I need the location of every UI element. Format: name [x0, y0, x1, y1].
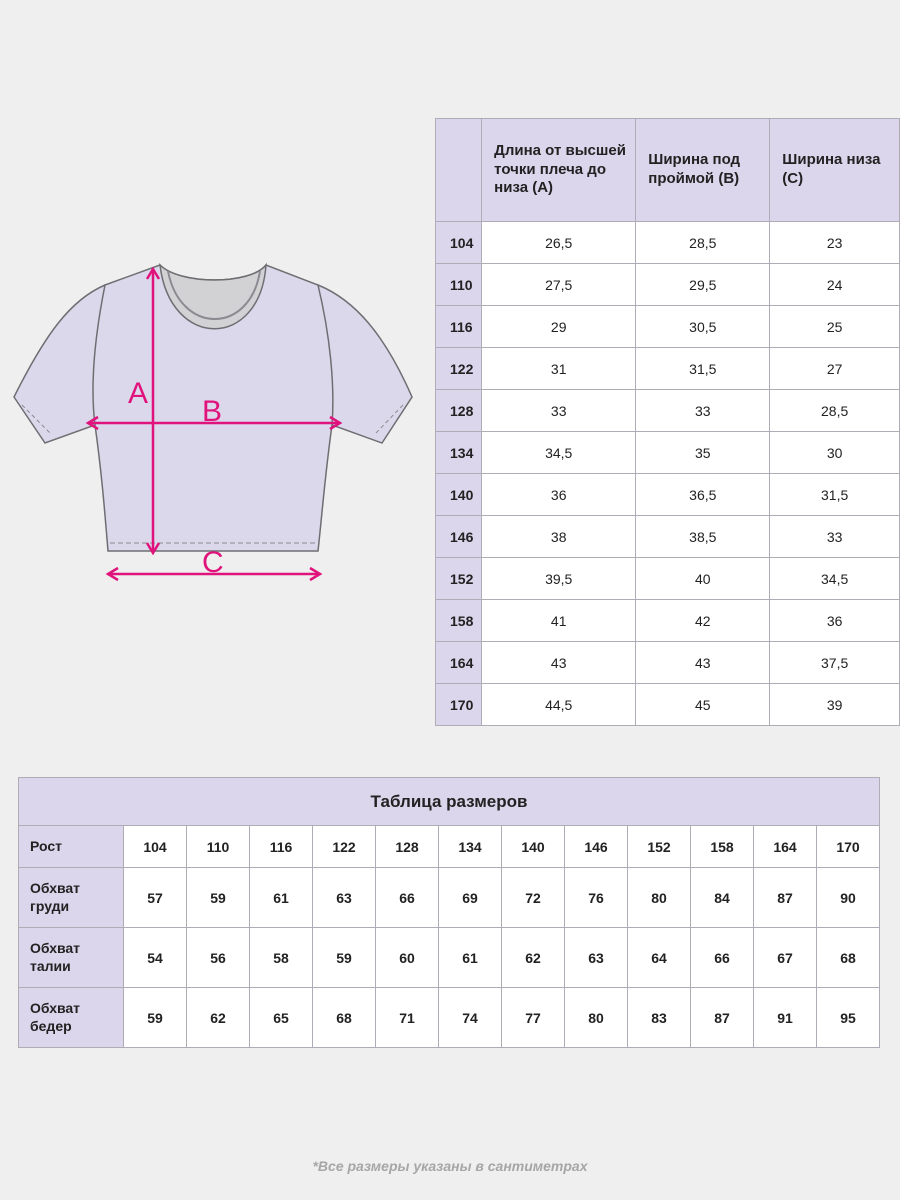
value-cell: 65: [250, 988, 313, 1048]
hem-cell: 37,5: [770, 642, 900, 684]
size-cell: 110: [436, 264, 482, 306]
table-row: [436, 642, 900, 684]
width-cell: 42: [636, 600, 770, 642]
hips-row: [19, 988, 880, 1048]
value-cell: 104: [124, 826, 187, 868]
size-cell: 128: [436, 390, 482, 432]
value-cell: 90: [817, 868, 880, 928]
length-cell: 33: [482, 390, 636, 432]
length-cell: 34,5: [482, 432, 636, 474]
value-cell: 158: [691, 826, 754, 868]
table-row: [436, 600, 900, 642]
value-cell: 110: [187, 826, 250, 868]
value-cell: 63: [313, 868, 376, 928]
hem-cell: 30: [770, 432, 900, 474]
value-cell: 122: [313, 826, 376, 868]
value-cell: 170: [817, 826, 880, 868]
size-chart-title: Таблица размеров: [19, 778, 880, 826]
length-cell: 43: [482, 642, 636, 684]
length-cell: 38: [482, 516, 636, 558]
hem-cell: 39: [770, 684, 900, 726]
width-cell: 45: [636, 684, 770, 726]
value-cell: 59: [187, 868, 250, 928]
table-row: [436, 684, 900, 726]
table-row: [436, 432, 900, 474]
value-cell: 59: [313, 928, 376, 988]
value-cell: 67: [754, 928, 817, 988]
row-label: Обхват талии: [19, 928, 124, 988]
value-cell: 95: [817, 988, 880, 1048]
value-cell: 77: [502, 988, 565, 1048]
value-cell: 80: [628, 868, 691, 928]
table-row: [436, 516, 900, 558]
measurement-header-row: [436, 119, 900, 222]
length-cell: 29: [482, 306, 636, 348]
left-sleeve: [14, 285, 105, 443]
row-label: Обхват бедер: [19, 988, 124, 1048]
label-c: C: [202, 546, 224, 579]
size-cell: 140: [436, 474, 482, 516]
chest-row: [19, 868, 880, 928]
header-hem-cell: Ширина низа (С): [770, 119, 900, 222]
value-cell: 68: [817, 928, 880, 988]
width-cell: 38,5: [636, 516, 770, 558]
label-b: B: [202, 395, 223, 428]
size-cell: 164: [436, 642, 482, 684]
size-cell: 170: [436, 684, 482, 726]
table-row: [436, 306, 900, 348]
width-cell: 31,5: [636, 348, 770, 390]
value-cell: 54: [124, 928, 187, 988]
header-width-cell: Ширина под проймой (В): [636, 119, 770, 222]
footnote: *Все размеры указаны в сантиметрах: [312, 1158, 588, 1174]
table-row: [436, 558, 900, 600]
value-cell: 87: [691, 988, 754, 1048]
value-cell: 66: [691, 928, 754, 988]
header-size-cell: [436, 119, 482, 222]
hem-cell: 31,5: [770, 474, 900, 516]
measurement-table: [435, 118, 900, 726]
length-cell: 36: [482, 474, 636, 516]
value-cell: 62: [502, 928, 565, 988]
length-cell: 27,5: [482, 264, 636, 306]
row-label: Рост: [19, 826, 124, 868]
size-cell: 122: [436, 348, 482, 390]
width-cell: 40: [636, 558, 770, 600]
value-cell: 80: [565, 988, 628, 1048]
table-row: [436, 348, 900, 390]
table-row: [436, 222, 900, 264]
value-cell: 164: [754, 826, 817, 868]
value-cell: 134: [439, 826, 502, 868]
value-cell: 74: [439, 988, 502, 1048]
value-cell: 64: [628, 928, 691, 988]
length-cell: 44,5: [482, 684, 636, 726]
waist-row: [19, 928, 880, 988]
width-cell: 28,5: [636, 222, 770, 264]
value-cell: 152: [628, 826, 691, 868]
hem-cell: 24: [770, 264, 900, 306]
length-cell: 26,5: [482, 222, 636, 264]
value-cell: 66: [376, 868, 439, 928]
value-cell: 87: [754, 868, 817, 928]
value-cell: 76: [565, 868, 628, 928]
value-cell: 56: [187, 928, 250, 988]
height-row: [19, 826, 880, 868]
value-cell: 63: [565, 928, 628, 988]
size-cell: 134: [436, 432, 482, 474]
length-cell: 41: [482, 600, 636, 642]
value-cell: 59: [124, 988, 187, 1048]
value-cell: 62: [187, 988, 250, 1048]
width-cell: 43: [636, 642, 770, 684]
hem-cell: 28,5: [770, 390, 900, 432]
size-chart-title-row: [19, 778, 880, 826]
hem-cell: 33: [770, 516, 900, 558]
value-cell: 68: [313, 988, 376, 1048]
width-cell: 29,5: [636, 264, 770, 306]
hem-cell: 27: [770, 348, 900, 390]
size-cell: 116: [436, 306, 482, 348]
value-cell: 72: [502, 868, 565, 928]
hem-cell: 23: [770, 222, 900, 264]
value-cell: 146: [565, 826, 628, 868]
value-cell: 61: [250, 868, 313, 928]
length-cell: 39,5: [482, 558, 636, 600]
tshirt-diagram: [10, 255, 420, 585]
width-cell: 36,5: [636, 474, 770, 516]
label-a: A: [128, 377, 149, 410]
value-cell: 57: [124, 868, 187, 928]
size-cell: 104: [436, 222, 482, 264]
value-cell: 128: [376, 826, 439, 868]
width-cell: 30,5: [636, 306, 770, 348]
size-cell: 158: [436, 600, 482, 642]
hem-cell: 36: [770, 600, 900, 642]
value-cell: 58: [250, 928, 313, 988]
size-cell: 152: [436, 558, 482, 600]
value-cell: 84: [691, 868, 754, 928]
width-cell: 35: [636, 432, 770, 474]
length-cell: 31: [482, 348, 636, 390]
row-label: Обхват груди: [19, 868, 124, 928]
table-row: [436, 264, 900, 306]
value-cell: 61: [439, 928, 502, 988]
header-length-cell: Длина от высшей точки плеча до низа (А): [482, 119, 636, 222]
value-cell: 91: [754, 988, 817, 1048]
value-cell: 83: [628, 988, 691, 1048]
hem-cell: 25: [770, 306, 900, 348]
value-cell: 71: [376, 988, 439, 1048]
table-row: [436, 474, 900, 516]
value-cell: 60: [376, 928, 439, 988]
size-cell: 146: [436, 516, 482, 558]
value-cell: 140: [502, 826, 565, 868]
table-row: [436, 390, 900, 432]
value-cell: 69: [439, 868, 502, 928]
value-cell: 116: [250, 826, 313, 868]
size-chart-table: [18, 777, 880, 1048]
width-cell: 33: [636, 390, 770, 432]
hem-cell: 34,5: [770, 558, 900, 600]
